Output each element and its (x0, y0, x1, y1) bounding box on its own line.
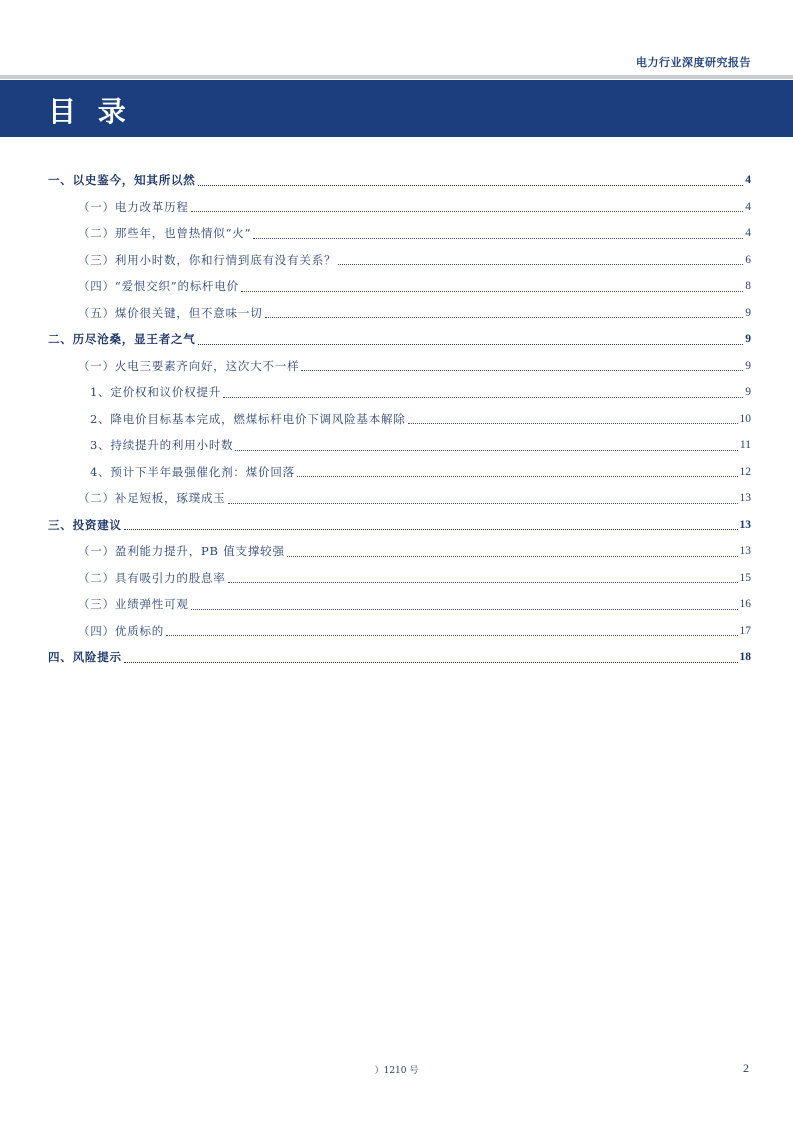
toc-entry[interactable] (48, 565, 751, 592)
toc-entry-page: 15 (739, 571, 751, 584)
toc-entry-page: 13 (739, 492, 751, 504)
toc-entry[interactable] (48, 220, 751, 247)
report-header-title: 电力行业深度研究报告 (636, 56, 751, 69)
toc-leader-dots (235, 450, 738, 451)
toc-entry-text: 2、降电价目标基本完成，燃煤标杆电价下调风险基本解除 (90, 411, 406, 426)
toc-leader-dots (408, 423, 738, 424)
toc-entry-page: 9 (745, 306, 751, 319)
toc-entry[interactable] (48, 300, 751, 327)
toc-entry[interactable] (48, 618, 751, 645)
toc-leader-dots (228, 582, 738, 583)
toc-leader-dots (287, 556, 738, 557)
toc-entry-text: 4、预计下半年最强催化剂：煤价回落 (90, 464, 295, 479)
toc-entry-text: 1、定价权和议价权提升 (90, 385, 222, 399)
toc-entry[interactable] (48, 432, 751, 459)
toc-entry[interactable] (48, 247, 751, 274)
footer-text: ）1210 号 (374, 1066, 419, 1076)
toc-leader-dots (124, 529, 738, 530)
toc-leader-dots (198, 344, 744, 345)
toc-leader-dots (338, 264, 743, 265)
toc-leader-dots (265, 317, 744, 318)
toc-entry-text: （一）火电三要素齐向好，这次大不一样 (78, 358, 300, 373)
toc-leader-dots (166, 635, 737, 636)
toc-entry-page: 4 (745, 200, 751, 213)
toc-entry-text: （三）利用小时数，你和行情到底有没有关系？ (78, 252, 337, 267)
toc-leader-dots (253, 238, 743, 239)
toc-entry-text: 四、风险提示 (48, 650, 122, 664)
toc-entry-page: 12 (739, 465, 751, 478)
toc-entry-page: 9 (745, 386, 751, 398)
toc-title: 目 录 (48, 95, 132, 128)
toc-entry-page: 13 (739, 545, 751, 557)
toc-entry-text: 3、持续提升的利用小时数 (90, 438, 234, 452)
toc-entry-text: （二）补足短板，琢璞成玉 (78, 491, 226, 505)
toc-entry-page: 4 (745, 174, 751, 186)
table-of-contents (48, 167, 751, 671)
toc-leader-dots (223, 397, 743, 398)
toc-entry[interactable] (48, 512, 751, 539)
toc-entry-text: （三）业绩弹性可观 (78, 597, 189, 611)
toc-entry[interactable] (48, 326, 751, 353)
toc-entry[interactable] (48, 406, 751, 433)
toc-leader-dots (198, 185, 744, 186)
toc-leader-dots (191, 609, 738, 610)
toc-entry-page: 17 (739, 624, 751, 637)
toc-entry-page: 11 (739, 439, 751, 451)
toc-entry-page: 10 (739, 412, 751, 425)
toc-leader-dots (124, 662, 738, 663)
toc-entry-page: 6 (745, 253, 751, 266)
toc-entry-text: （四）优质标的 (78, 623, 165, 638)
header-rule (0, 75, 793, 79)
toc-leader-dots (241, 291, 743, 292)
toc-banner (0, 80, 793, 137)
toc-entry[interactable] (48, 353, 751, 380)
toc-entry[interactable] (48, 379, 751, 406)
toc-entry[interactable] (48, 273, 751, 300)
toc-entry-page: 9 (745, 333, 751, 345)
toc-entry-page: 13 (739, 518, 751, 531)
toc-entry-text: （一）盈利能力提升，PB 值支撑较强 (78, 544, 285, 558)
toc-entry-text: （二）具有吸引力的股息率 (78, 570, 226, 585)
toc-leader-dots (228, 503, 738, 504)
toc-entry-text: （四）“爱恨交织”的标杆电价 (78, 279, 239, 293)
toc-leader-dots (191, 211, 744, 212)
toc-entry-text: （二）那些年，也曾热情似“火” (78, 226, 252, 240)
toc-entry-page: 9 (745, 359, 751, 372)
toc-entry[interactable] (48, 644, 751, 671)
toc-entry-page: 8 (745, 280, 751, 292)
toc-entry-page: 16 (739, 598, 751, 610)
toc-entry[interactable] (48, 194, 751, 221)
toc-entry[interactable] (48, 538, 751, 565)
toc-entry-page: 18 (739, 651, 751, 663)
toc-entry[interactable] (48, 591, 751, 618)
toc-entry-text: （五）煤价很关键，但不意味一切 (78, 305, 263, 320)
toc-entry[interactable] (48, 485, 751, 512)
toc-entry-text: 二、历尽沧桑，显王者之气 (48, 332, 196, 346)
toc-leader-dots (297, 476, 738, 477)
toc-entry-page: 4 (745, 227, 751, 239)
footer-page-number: 2 (743, 1061, 749, 1075)
toc-entry-text: 一、以史鉴今，知其所以然 (48, 173, 196, 187)
toc-entry-text: 三、投资建议 (48, 517, 122, 532)
toc-entry[interactable] (48, 167, 751, 194)
toc-leader-dots (301, 370, 743, 371)
toc-entry[interactable] (48, 459, 751, 486)
toc-entry-text: （一）电力改革历程 (78, 199, 189, 214)
